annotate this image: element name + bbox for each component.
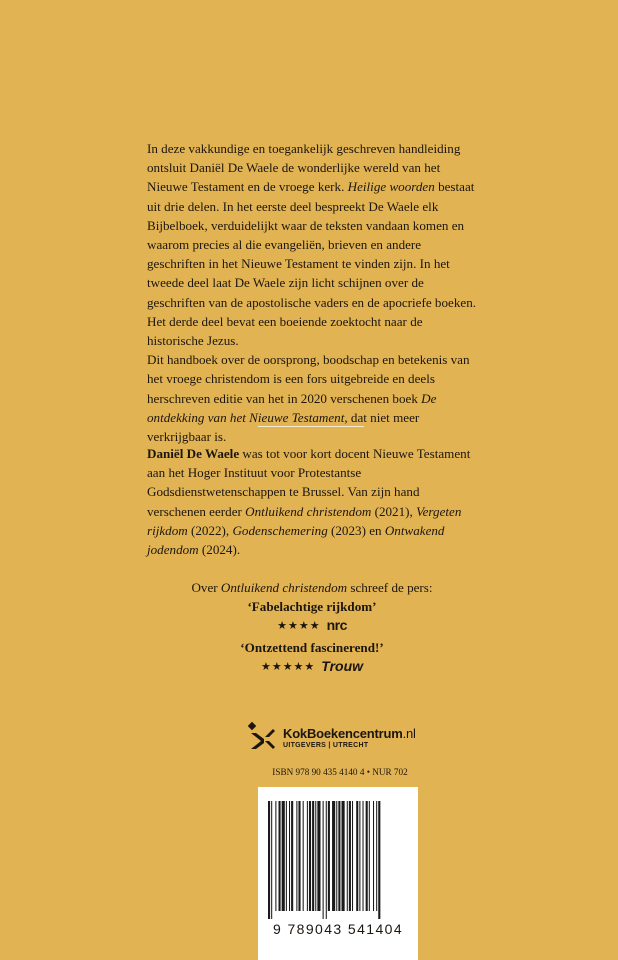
author-name: Daniël De Waele	[147, 446, 240, 461]
book-title-ontdekking: De ontdekking van het Nieuwe Testament	[147, 390, 437, 425]
press-rating-2	[147, 657, 477, 676]
nrc-logo: nrc	[326, 617, 347, 634]
publisher-mark-icon	[247, 721, 277, 755]
barcode-bar	[336, 801, 337, 911]
barcode	[258, 787, 418, 960]
press-quotes	[147, 578, 477, 678]
star-rating-icon: ★★★★	[277, 619, 321, 633]
barcode-bar	[282, 801, 285, 911]
barcode-bar	[347, 801, 348, 911]
barcode-bar	[369, 801, 370, 911]
barcode-bar	[338, 801, 340, 911]
barcode-bar	[376, 801, 377, 911]
blurb-text	[147, 139, 477, 446]
publisher-name: KokBoekencentrum.nl	[283, 726, 416, 741]
barcode-bar	[317, 801, 320, 911]
barcode-bar	[309, 801, 311, 911]
barcode-bar	[296, 801, 297, 911]
book-title-2: Vergeten rijkdom	[147, 503, 462, 538]
blurb-paragraph-1: In deze vakkundige en toegankelijk geschreven handleiding ontsluit Daniël De Waele de wonderlijke wereld van het Nieuwe Testament en de vroege kerk. Heilige woorden bestaat uit drie delen. In het eerste deel bespreekt De Waele elk Bijbelboek, verduidelijkt waar de teksten vandaan komen en waarom precies al die evangeliën, brieven en andere geschriften in het Nieuwe Testament te vinden zijn. In het tweede deel laat De Waele zijn licht schijnen over de geschriften van de apostolische vaders en de apocriefe boeken. Het derde deel bevat een boeiende zoektocht naar de historische Jezus.	[147, 141, 477, 349]
isbn-nur-line: ISBN 978 90 435 4140 4 • NUR 702	[272, 767, 408, 777]
publisher-subtitle: UITGEVERS | UTRECHT	[283, 742, 369, 749]
barcode-bar	[363, 801, 364, 911]
publisher-logo	[247, 720, 447, 756]
barcode-bar	[326, 801, 327, 919]
barcode-bar	[268, 801, 270, 919]
barcode-bar	[303, 801, 304, 911]
press-quote-2: ‘Ontzettend fascinerend!’	[240, 639, 384, 655]
barcode-bar	[352, 801, 353, 911]
book-title-4: Ontwakend jodendom	[147, 522, 445, 558]
barcode-bar	[359, 801, 360, 911]
barcode-bar	[315, 801, 316, 911]
barcode-bar	[332, 801, 335, 911]
barcode-digits: 9 789043 541404	[273, 921, 403, 937]
press-rating-1	[147, 616, 477, 635]
barcode-bar	[291, 801, 293, 911]
blurb-paragraph-2: Dit handboek over de oorsprong, boodschap en betekenis van het vroege christendom is een fors uitgebreide en deels herschreven editie van het in 2020 verschenen boek De ontdekking van het Nieuwe Testament, dat niet meer verkrijgbaar is.	[147, 352, 470, 445]
star-rating-icon: ★★★★★	[260, 659, 316, 673]
press-quote-1: ‘Fabelachtige rijkdom’	[247, 599, 377, 615]
barcode-bar	[356, 801, 358, 911]
publisher-text	[283, 727, 416, 749]
barcode-bar	[378, 801, 380, 919]
barcode-bar	[328, 801, 330, 911]
barcode-bar	[289, 801, 290, 911]
barcode-bar	[349, 801, 351, 911]
book-title-3: Godenschemering	[232, 522, 328, 538]
book-title-1: Ontluikend christendom	[245, 503, 372, 519]
trouw-logo: Trouw	[321, 657, 364, 674]
barcode-bar	[286, 801, 287, 911]
press-intro: Over Ontluikend christendom schreef de pers:	[191, 580, 433, 595]
barcode-bar	[312, 801, 314, 911]
barcode-bar	[373, 801, 374, 911]
barcode-bar	[271, 801, 272, 919]
barcode-bars	[266, 801, 410, 919]
barcode-bar	[366, 801, 368, 911]
barcode-bar	[307, 801, 308, 911]
barcode-bar	[298, 801, 300, 911]
barcode-bar	[342, 801, 345, 911]
divider-line	[258, 426, 364, 427]
author-bio: Daniël De Waele was tot voor kort docent Nieuwe Testament aan het Hoger Instituut voor Protestantse Godsdienstwetenschappen te Brussel. Van zijn hand verschenen eerder Ontluikend christendom (2021), Vergeten rijkdom (2022), Godenschemering (2023) en Ontwakend jodendom (2024).	[147, 446, 471, 558]
barcode-bar	[275, 801, 276, 911]
barcode-bar	[323, 801, 324, 919]
barcode-bar	[279, 801, 281, 911]
book-title-heilige-woorden: Heilige woorden	[347, 179, 435, 195]
